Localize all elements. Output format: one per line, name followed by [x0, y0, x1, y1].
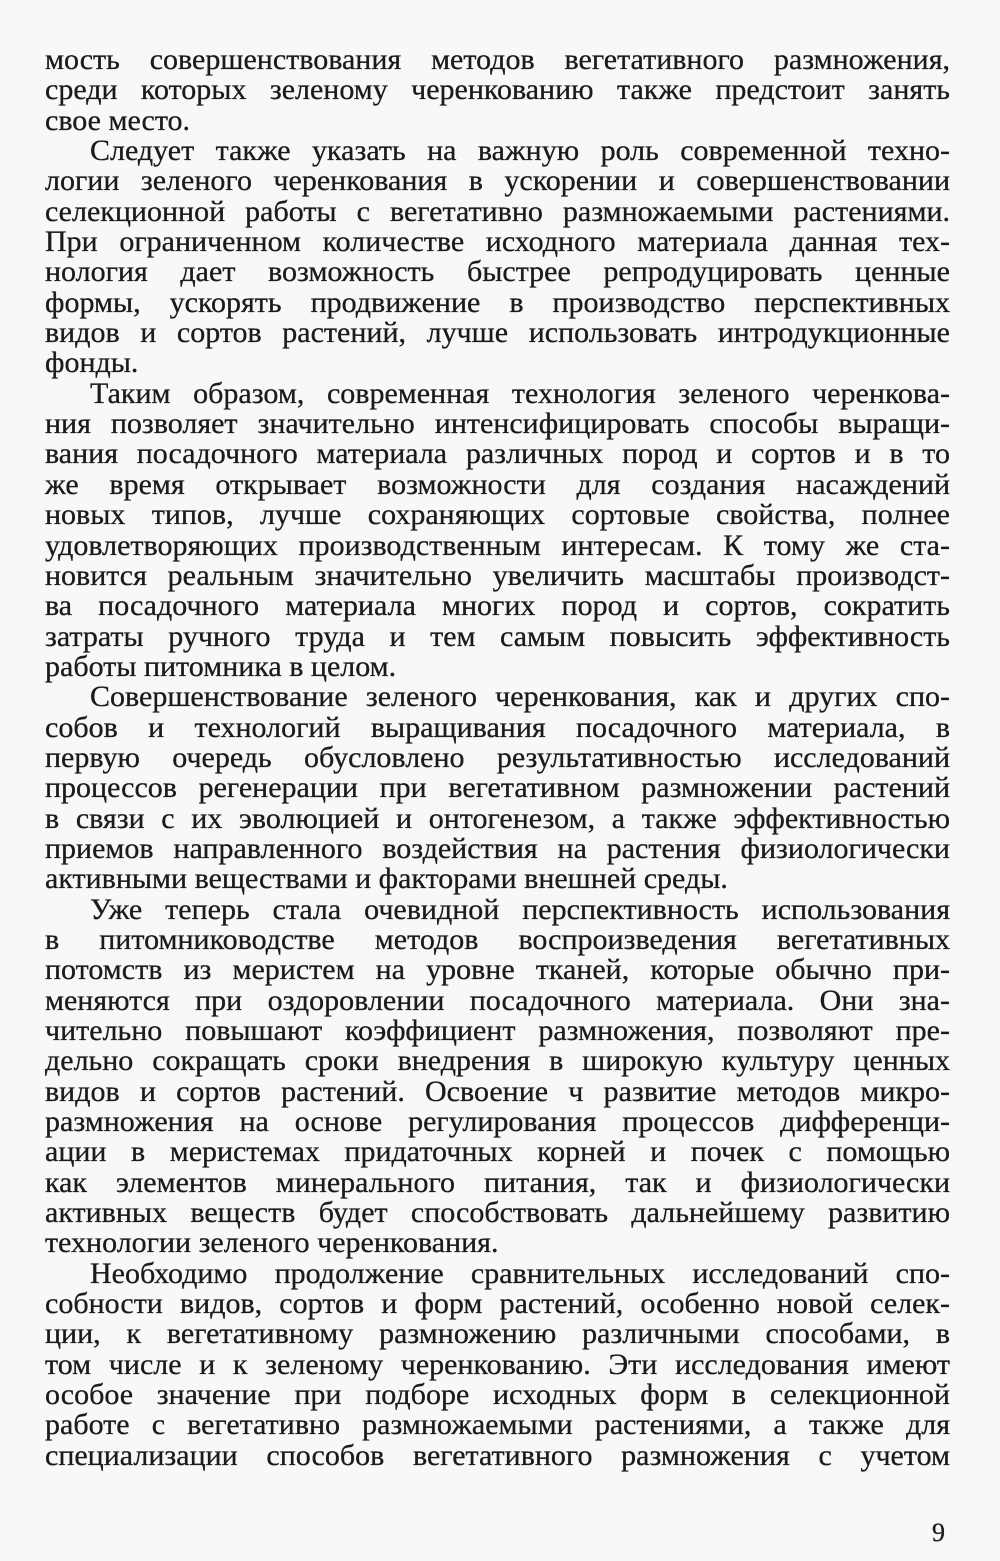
text-line: собности видов, сортов и форм растений, особенно новой селек-: [45, 1287, 950, 1321]
text-line: среди которых зеленому черенкованию также предстоит занять: [45, 73, 950, 107]
text-line: ции, к вегетативному размножению различными способами, в: [45, 1317, 950, 1351]
text-line: Таким образом, современная технология зеленого черенкова-: [90, 376, 950, 410]
paragraph: [45, 376, 950, 683]
text-line: процессов регенерации при вегетативном размножении растений: [45, 771, 950, 805]
page-number: 9: [932, 1518, 945, 1547]
text-line: Необходимо продолжение сравнительных исследований спо-: [90, 1256, 950, 1290]
text-line: При ограниченном количестве исходного материала данная тех-: [45, 225, 950, 259]
text-line: затраты ручного труда и тем самым повысить эффективность: [45, 619, 950, 653]
text-line: активными веществами и факторами внешней среды.: [45, 862, 728, 896]
text-line: ации в меристемах придаточных корней и почек с помощью: [45, 1135, 950, 1169]
text-line: мость совершенствования методов вегетативного размножения,: [45, 43, 950, 76]
text-line: логии зеленого черенкования в ускорении и совершенствовании: [45, 164, 950, 198]
text-line: видов и сортов растений, лучше использовать интродукционные: [45, 316, 950, 350]
text-line: удовлетворяющих производственным интересам. К тому же ста-: [45, 528, 950, 562]
text-line: специализации способов вегетативного размножения с учетом: [45, 1438, 950, 1472]
text-line: формы, ускорять продвижение в производство перспективных: [45, 285, 950, 319]
text-line: том числе и к зеленому черенкованию. Эти исследования имеют: [45, 1347, 950, 1381]
text-line: собов и технологий выращивания посадочного материала, в: [45, 710, 950, 744]
text-line: новится реальным значительно увеличить масштабы производст-: [45, 558, 950, 592]
text-line: нология дает возможность быстрее репродуцировать ценные: [45, 255, 950, 289]
text-line: Совершенствование зеленого черенкования, как и других спо-: [90, 680, 950, 714]
text-line: активных веществ будет способствовать дальнейшему развитию: [45, 1196, 950, 1230]
text-line: потомств из меристем на уровне тканей, которые обычно при-: [45, 953, 950, 987]
body-text: [45, 45, 950, 1471]
text-line: первую очередь обусловлено результативностью исследований: [45, 740, 950, 774]
text-line: приемов направленного воздействия на растения физиологически: [45, 831, 950, 865]
text-line: особое значение при подборе исходных форм в селекционной: [45, 1378, 950, 1412]
text-line: ва посадочного материала многих пород и сортов, сократить: [45, 589, 950, 623]
text-line: новых типов, лучше сохраняющих сортовые свойства, полнее: [45, 498, 950, 532]
text-line: видов и сортов растений. Освоение ч развитие методов микро-: [45, 1074, 950, 1108]
text-line: фонды.: [45, 346, 139, 380]
text-line: свое место.: [45, 103, 191, 137]
paragraph: [45, 892, 950, 1260]
text-line: размножения на основе регулирования процессов дифференци-: [45, 1105, 950, 1139]
text-line: как элементов минерального питания, так и физиологически: [45, 1165, 950, 1199]
text-line: работе с вегетативно размножаемыми растениями, а также для: [45, 1408, 950, 1442]
text-line: в связи с их эволюцией и онтогенезом, а также эффективностью: [45, 801, 950, 835]
paragraph: [45, 1256, 950, 1472]
text-line: работы питомника в целом.: [45, 649, 397, 683]
text-line: селекционной работы с вегетативно размножаемыми растениями.: [45, 194, 950, 228]
paragraph: [45, 45, 950, 136]
text-line: дельно сокращать сроки внедрения в широкую культуру ценных: [45, 1044, 950, 1078]
paragraph: [45, 136, 950, 379]
text-line: Следует также указать на важную роль современной техно-: [90, 134, 950, 168]
text-line: чительно повышают коэффициент размножения, позволяют пре-: [45, 1014, 950, 1047]
text-line: в питомниководстве методов воспроизведения вегетативных: [45, 922, 950, 956]
text-line: технологии зеленого черенкования.: [45, 1226, 499, 1260]
text-line: меняются при оздоровлении посадочного материала. Они зна-: [45, 983, 950, 1017]
paragraph: [45, 682, 950, 894]
text-line: ния позволяет значительно интенсифицировать способы выращи-: [45, 407, 950, 441]
text-line: Уже теперь стала очевидной перспективность использования: [90, 892, 950, 926]
text-line: же время открывает возможности для создания насаждений: [45, 467, 950, 501]
text-line: вания посадочного материала различных пород и сортов и в то: [45, 437, 950, 471]
